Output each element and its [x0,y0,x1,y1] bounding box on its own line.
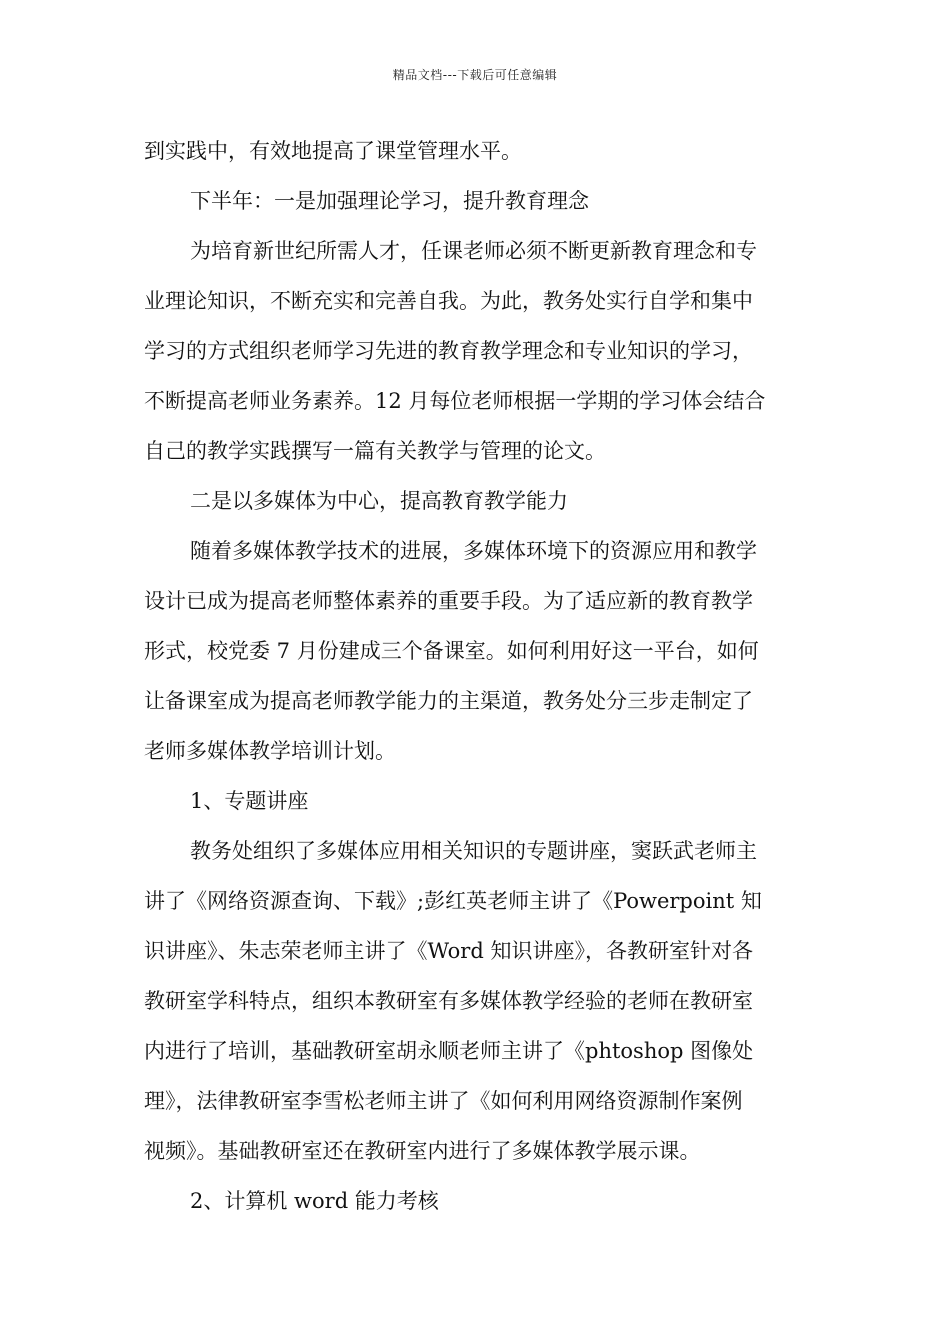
text-line: 教务处组织了多媒体应用相关知识的专题讲座，窦跃武老师主 [190,839,757,863]
text-line: 学习的方式组织老师学习先进的教育教学理念和专业知识的学习， [144,339,753,363]
text-line: 1、专题讲座 [190,789,309,813]
text-line: 到实践中，有效地提高了课堂管理水平。 [144,139,522,163]
text-line: 不断提高老师业务素养。12 月每位老师根据一学期的学习体会结合 [144,389,766,413]
page-header: 精品文档---下载后可任意编辑 [392,68,558,82]
text-line: 老师多媒体教学培训计划。 [144,739,396,763]
text-line: 为培育新世纪所需人才，任课老师必须不断更新教育理念和专 [190,239,757,263]
text-line: 形式，校党委 7 月份建成三个备课室。如何利用好这一平台，如何 [144,639,759,663]
text-line: 内进行了培训，基础教研室胡永顺老师主讲了《phtoshop 图像处 [144,1039,754,1063]
text-line: 2、计算机 word 能力考核 [190,1189,439,1213]
text-line: 自己的教学实践撰写一篇有关教学与管理的论文。 [144,439,606,463]
document-body [144,126,808,1226]
text-line: 让备课室成为提高老师教学能力的主渠道，教务处分三步走制定了 [144,689,753,713]
text-line: 讲了《网络资源查询、下载》;彭红英老师主讲了《Powerpoint 知 [144,889,762,913]
text-line: 业理论知识，不断充实和完善自我。为此，教务处实行自学和集中 [144,289,753,313]
text-line: 视频》。基础教研室还在教研室内进行了多媒体教学展示课。 [144,1139,701,1163]
text-line: 二是以多媒体为中心，提高教育教学能力 [190,489,568,513]
text-line: 教研室学科特点，组织本教研室有多媒体教学经验的老师在教研室 [144,989,753,1013]
text-line: 随着多媒体教学技术的进展，多媒体环境下的资源应用和教学 [190,539,757,563]
text-line: 设计已成为提高老师整体素养的重要手段。为了适应新的教育教学 [144,589,753,613]
text-line: 下半年：一是加强理论学习，提升教育理念 [190,189,589,213]
text-line: 理》，法律教研室李雪松老师主讲了《如何利用网络资源制作案例 [144,1089,743,1113]
text-line: 识讲座》、朱志荣老师主讲了《Word 知识讲座》，各教研室针对各 [144,939,753,963]
